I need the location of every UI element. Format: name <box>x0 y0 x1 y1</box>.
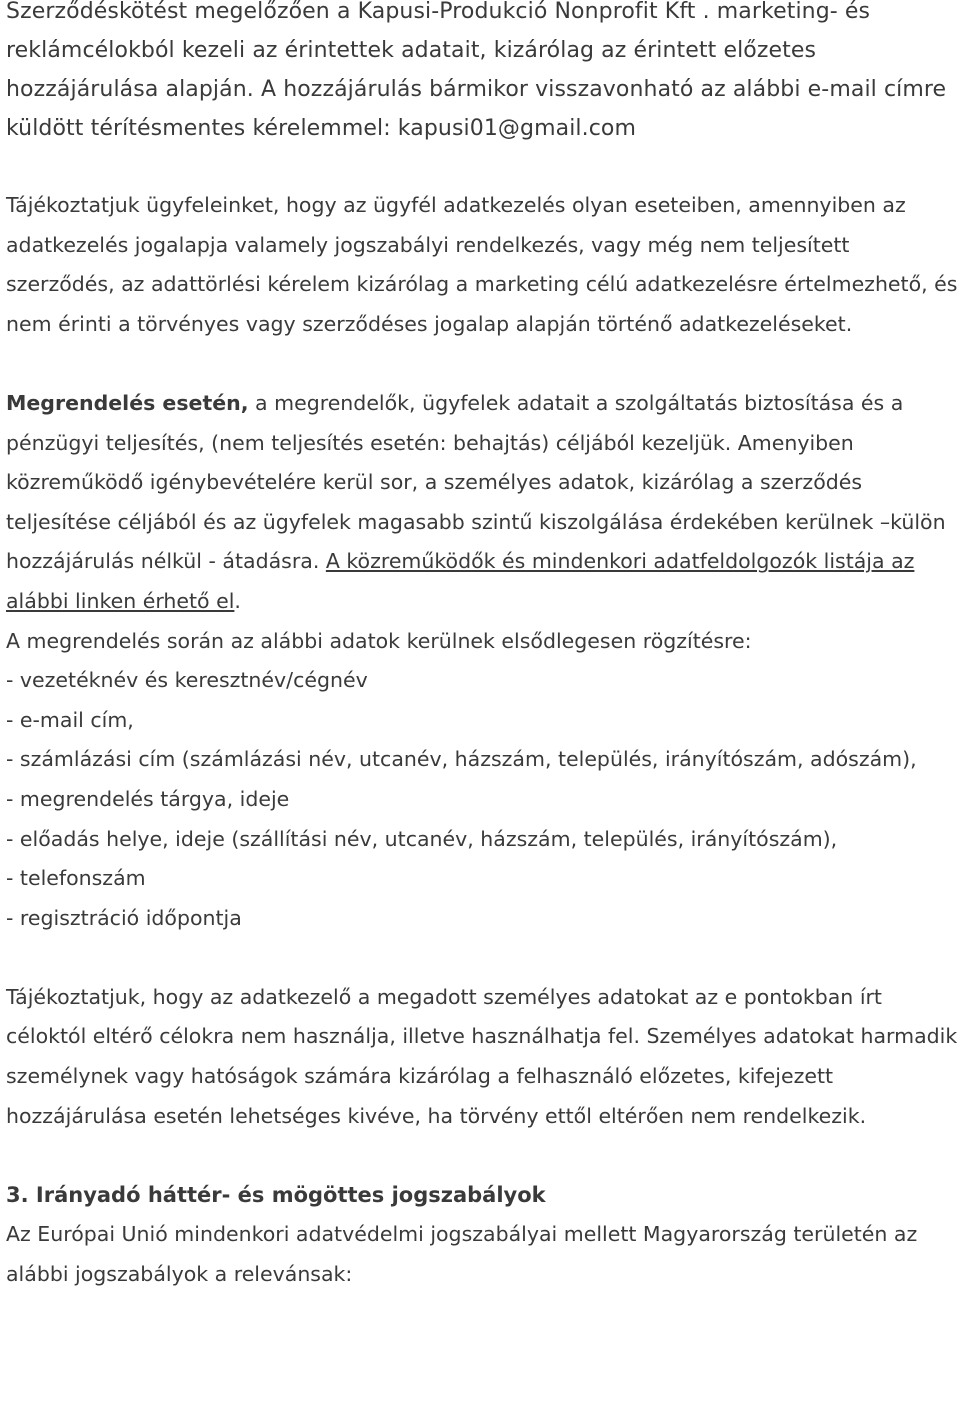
spacer <box>6 1136 958 1176</box>
spacer <box>6 156 958 190</box>
purpose-paragraph: Tájékoztatjuk, hogy az adatkezelő a megadott személyes adatokat az e pontokban írt céloktól eltérő célokra nem használja, illetve használhatja fel. Személyes adatokat harmadik személynek vagy hatóságok számára kizárólag a felhasználó előzetes, kifejezett hozzájárulása esetén lehetséges kivéve, ha törvény ettől eltérően nem rendelkezik. <box>6 984 958 1128</box>
order-after-link: . <box>234 588 241 613</box>
order-bold-lead: Megrendelés esetén, <box>6 390 249 415</box>
section-3-paragraph: Az Európai Unió mindenkori adatvédelmi jogszabályai mellett Magyarország területén az alábbi jogszabályok a relevánsak: <box>6 1222 918 1287</box>
document-page <box>6 0 958 1295</box>
list-item: - telefonszám <box>6 866 146 891</box>
spacer <box>6 938 958 978</box>
section-3-heading: 3. Irányadó háttér- és mögöttes jogszabályok <box>6 1182 546 1207</box>
order-paragraph <box>6 384 958 622</box>
list-item: - vezetéknév és keresztnév/cégnév <box>6 668 368 693</box>
processors-list-link[interactable]: A közreműködők és mindenkori adatfeldolgozók listája az alábbi linken érhető el <box>6 549 915 613</box>
list-item: - regisztráció időpontja <box>6 905 242 930</box>
list-item: - számlázási cím (számlázási név, utcanév, házszám, település, irányítószám, adószám), <box>6 747 917 772</box>
list-item: - megrendelés tárgya, ideje <box>6 786 290 811</box>
list-intro: A megrendelés során az alábbi adatok kerülnek elsődlegesen rögzítésre: <box>6 628 752 653</box>
spacer <box>6 344 958 384</box>
intro-paragraph: Szerződéskötést megelőzően a Kapusi-Produkció Nonprofit Kft . marketing- és reklámcélokból kezeli az érintettek adatait, kizárólag az érintett előzetes hozzájárulása alapján. A hozzájárulás bármikor visszavonható az alábbi e-mail címre küldött térítésmentes kérelemmel: kapusi01@gmail.com <box>6 0 947 141</box>
list-item: - e-mail cím, <box>6 707 134 732</box>
order-text: a megrendelők, ügyfelek adatait a szolgáltatás biztosítása és a pénzügyi teljesítés, (nem teljesítés esetén: behajtás) céljából kezeljük. Amenyiben közreműködő igénybevételére kerül sor, a személyes adatok, kizárólag a szerződés teljesítése céljából és az ügyfelek magasabb szintű kiszolgálása érdekében kerülnek –külön hozzájárulás nélkül - átadásra. <box>6 390 946 574</box>
list-item: - előadás helye, ideje (szállítási név, utcanév, házszám, település, irányítószám), <box>6 826 838 851</box>
erasure-paragraph: Tájékoztatjuk ügyfeleinket, hogy az ügyfél adatkezelés olyan eseteiben, amennyiben az adatkezelés jogalapja valamely jogszabályi rendelkezés, vagy még nem teljesített szerződés, az adattörlési kérelem kizárólag a marketing célú adatkezelésre értelmezhető, és nem érinti a törvényes vagy szerződéses jogalap alapján történő adatkezeléseket. <box>6 193 958 336</box>
recorded-data-list <box>6 661 958 938</box>
